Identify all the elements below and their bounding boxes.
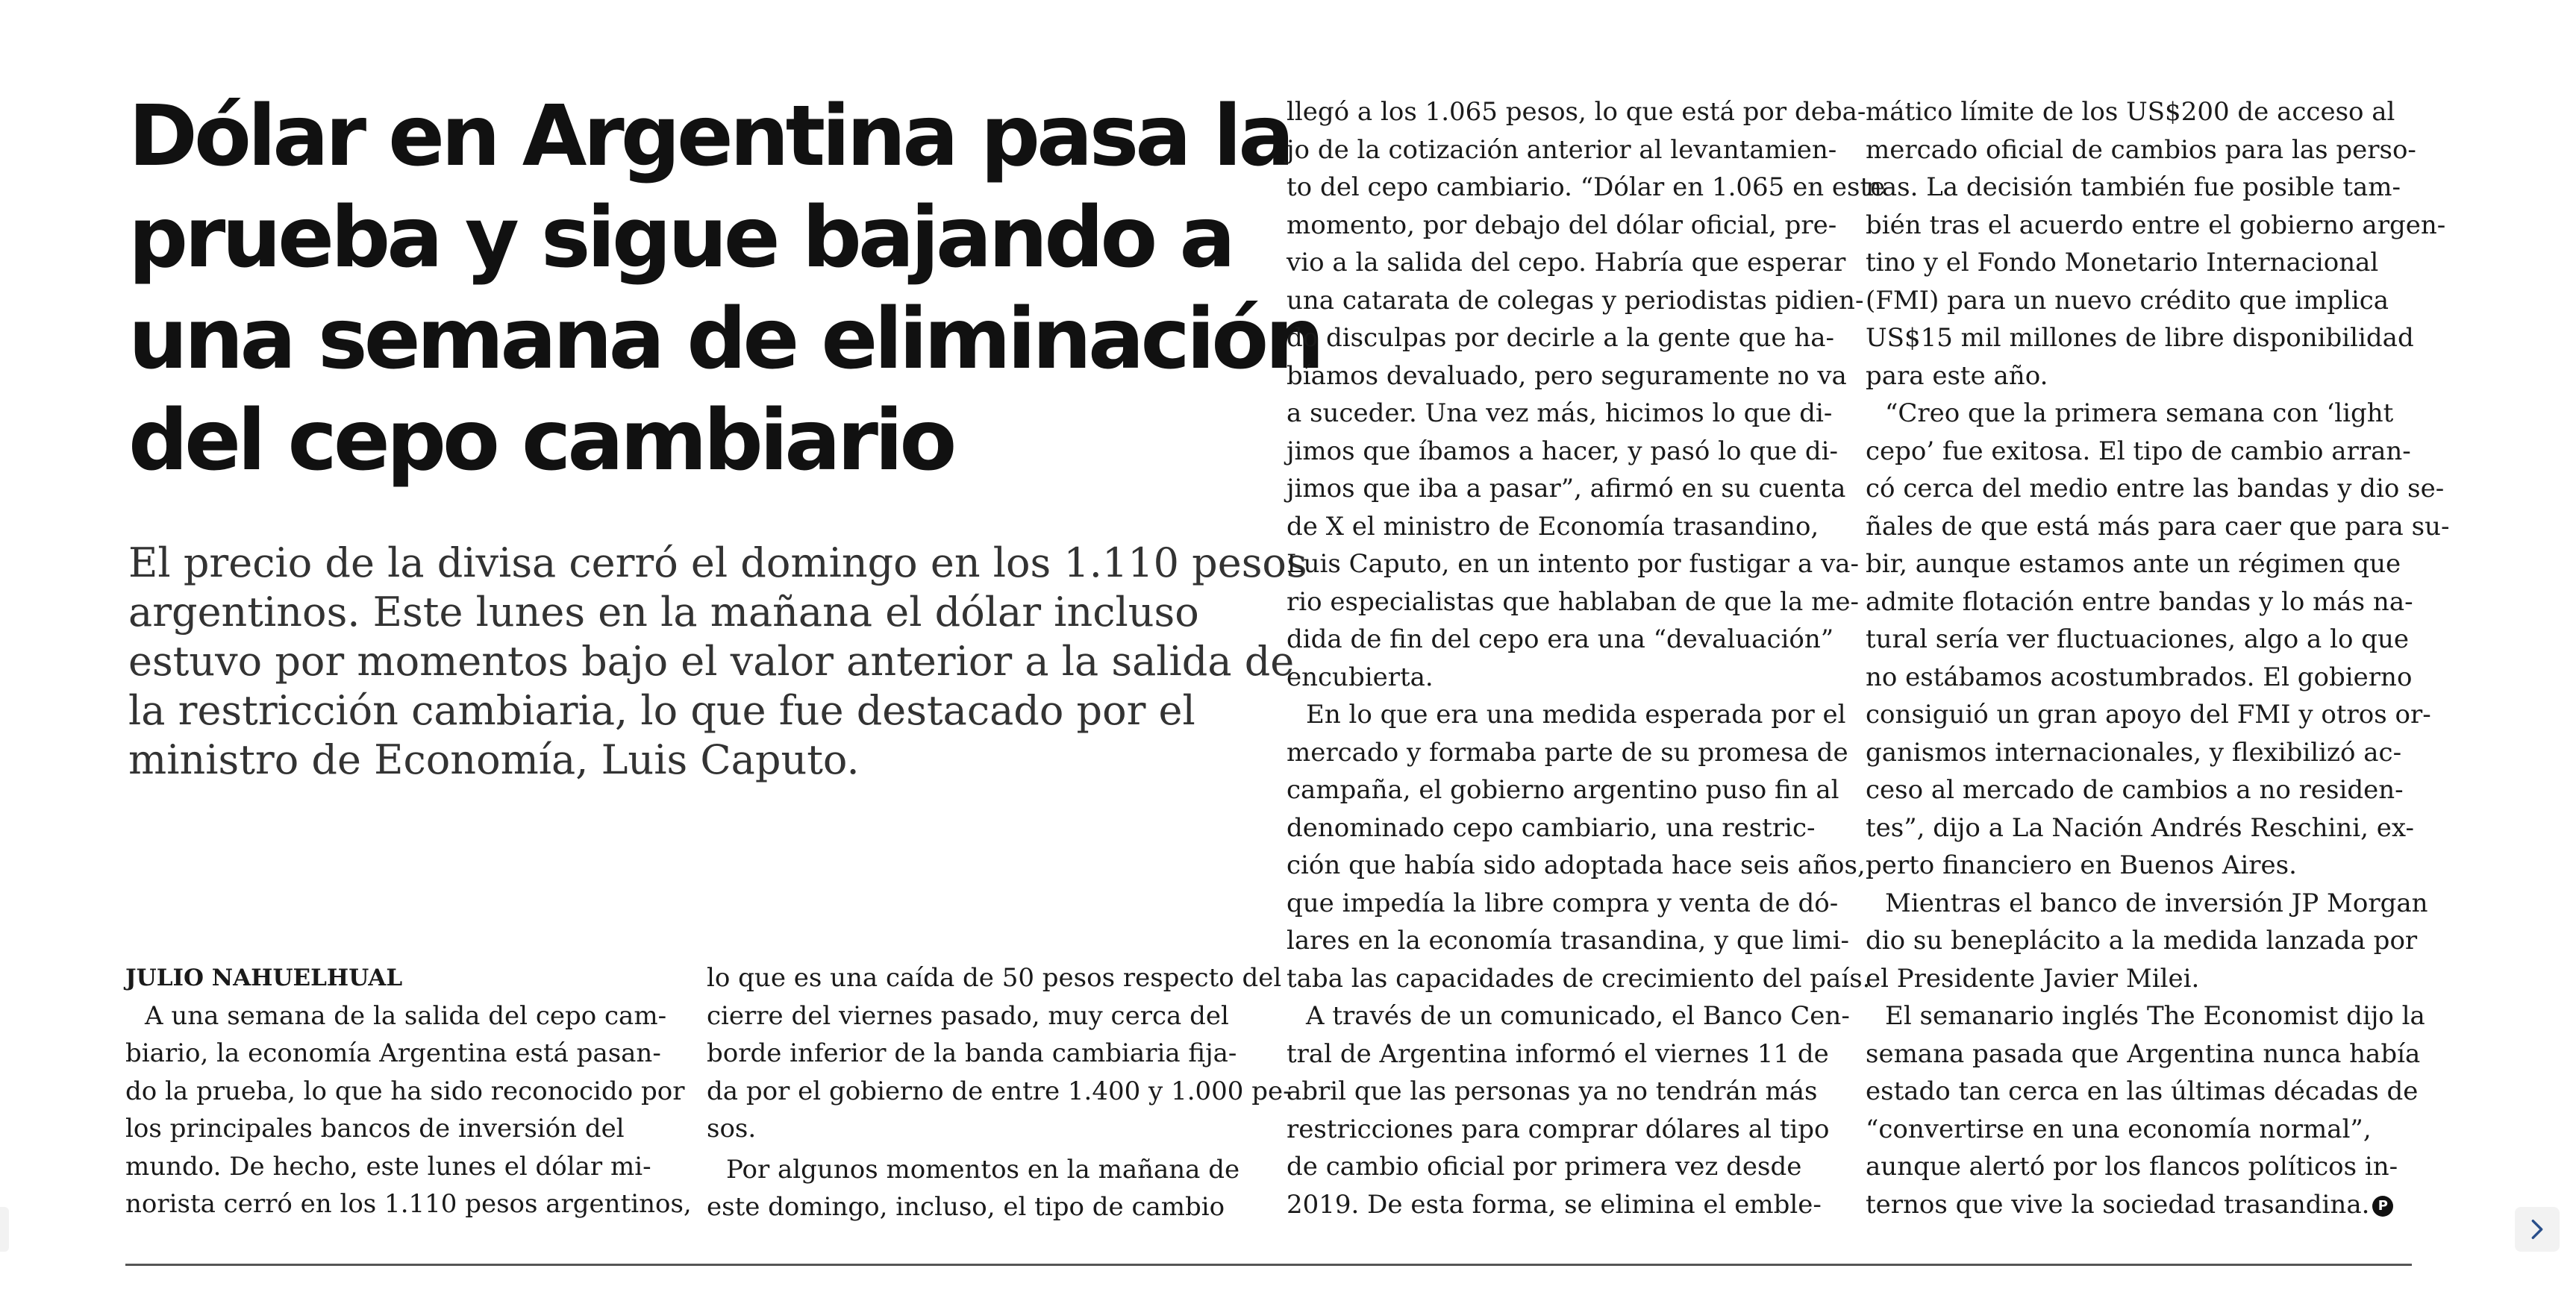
text-line: tino y el Fondo Monetario Internacional [1866, 248, 2379, 277]
text-line: ganismos internacionales, y flexibilizó ac- [1866, 737, 2402, 768]
last-text-line [1866, 1186, 2414, 1224]
text-line: mático límite de los US$200 de acceso al [1866, 97, 2395, 127]
text-line: mundo. De hecho, este lunes el dólar mi- [125, 1151, 651, 1182]
article-column-1 [125, 959, 692, 1223]
deck-line: argentinos. Este lunes en la mañana el dólar incluso [128, 589, 1199, 636]
text-line: aunque alertó por los flancos políticos in- [1866, 1152, 2398, 1182]
text-line: no estábamos acostumbrados. El gobierno [1866, 662, 2413, 692]
text-line: “Creo que la primera semana con ‘light [1885, 398, 2394, 428]
text-line: da por el gobierno de entre 1.400 y 1.000 pe- [707, 1076, 1292, 1106]
text-line: En lo que era una medida esperada por el [1306, 700, 1846, 730]
text-line: el Presidente Javier Milei. [1866, 963, 2200, 994]
text-line: A través de un comunicado, el Banco Cen- [1306, 1001, 1850, 1031]
text-line: to del cepo cambiario. “Dólar en 1.065 en este [1287, 172, 1886, 202]
text-line: jimos que iba a pasar”, afirmó en su cuenta [1287, 474, 1846, 504]
text-line: cepo’ fue exitosa. El tipo de cambio arran- [1866, 436, 2411, 466]
text-line: taba las capacidades de crecimiento del país. [1287, 963, 1871, 994]
article-column-4 [1866, 93, 2450, 1223]
text-line: mercado oficial de cambios para las perso- [1866, 134, 2416, 165]
text-line: restricciones para comprar dólares al tipo [1287, 1114, 1830, 1144]
text-line: semana pasada que Argentina nunca había [1866, 1038, 2421, 1069]
text-line: norista cerró en los 1.110 pesos argentinos, [125, 1189, 692, 1219]
deck-line: la restricción cambiaria, lo que fue destacado por el [128, 687, 1195, 734]
headline-line: prueba y sigue bajando a [128, 189, 1232, 286]
previous-page-edge[interactable] [0, 1207, 9, 1252]
text-line: nas. La decisión también fue posible tam- [1866, 172, 2401, 202]
headline-line: una semana de eliminación [128, 291, 1321, 388]
text-line: 2019. De esta forma, se elimina el emble- [1287, 1189, 1822, 1220]
text-line: bién tras el acuerdo entre el gobierno argen- [1866, 210, 2446, 240]
deck-line: El precio de la divisa cerró el domingo en los 1.110 pesos [128, 539, 1307, 586]
deck-line: estuvo por momentos bajo el valor anterior a la salida de [128, 638, 1295, 685]
text-line: jimos que íbamos a hacer, y pasó lo que di- [1287, 436, 1839, 466]
text-line: estado tan cerca en las últimas décadas de [1866, 1076, 2419, 1106]
text-line: A una semana de la salida del cepo cam- [145, 1000, 667, 1031]
text-line: llegó a los 1.065 pesos, lo que está por deba- [1287, 97, 1866, 127]
text-line: denominado cepo cambiario, una restric- [1287, 812, 1816, 843]
text-line: perto financiero en Buenos Aires. [1866, 850, 2297, 880]
text-line: vio a la salida del cepo. Habría que esperar [1287, 248, 1846, 277]
text-line: US$15 mil millones de libre disponibilidad [1866, 323, 2414, 353]
text-line: jo de la cotización anterior al levantamien- [1287, 134, 1837, 165]
text-line: una catarata de colegas y periodistas pidien- [1287, 285, 1864, 316]
text-line: Mientras el banco de inversión JP Morgan [1885, 888, 2428, 918]
text-line: encubierta. [1287, 662, 1434, 692]
text-line: bir, aunque estamos ante un régimen que [1866, 549, 2401, 579]
headline-line: del cepo cambiario [128, 392, 954, 489]
bottom-divider [125, 1264, 2412, 1266]
text-line: tes”, dijo a La Nación Andrés Reschini, ex- [1866, 812, 2414, 843]
text-line: este domingo, incluso, el tipo de cambio [707, 1192, 1225, 1222]
article-column-3 [1287, 93, 1886, 1223]
text-line: de X el ministro de Economía trasandino, [1287, 511, 1819, 542]
deck-summary [128, 539, 1307, 785]
text-line: ceso al mercado de cambios a no residen- [1866, 775, 2404, 805]
text-line: borde inferior de la banda cambiaria fija- [707, 1038, 1237, 1068]
deck-line: ministro de Economía, Luis Caputo. [128, 736, 860, 783]
text-line: ción que había sido adoptada hace seis años, [1287, 850, 1866, 880]
text-line: do disculpas por decirle a la gente que ha- [1287, 323, 1835, 353]
text-line: cierre del viernes pasado, muy cerca del [707, 1000, 1229, 1031]
text-line: los principales bancos de inversión del [125, 1114, 625, 1144]
end-of-article-icon: P [2372, 1196, 2393, 1217]
text-line: sos. [707, 1114, 757, 1144]
text-line: ñales de que está más para caer que para su- [1866, 511, 2450, 542]
next-page-button[interactable] [2515, 1207, 2560, 1252]
text-line: do la prueba, lo que ha sido reconocido por [125, 1076, 685, 1106]
text-line: abril que las personas ya no tendrán más [1287, 1076, 1818, 1106]
text-line: ternos que vive la sociedad trasandina. [1866, 1189, 2370, 1220]
text-line: El semanario inglés The Economist dijo la [1885, 1001, 2425, 1031]
text-line: lo que es una caída de 50 pesos respecto del [707, 963, 1282, 993]
text-line: có cerca del medio entre las bandas y dio se- [1866, 474, 2445, 504]
headline [128, 86, 1321, 492]
text-line: de cambio oficial por primera vez desde [1287, 1152, 1802, 1182]
text-line: campaña, el gobierno argentino puso fin al [1287, 775, 1839, 805]
text-line: que impedía la libre compra y venta de dó- [1287, 888, 1839, 918]
text-line: mercado y formaba parte de su promesa de [1287, 737, 1848, 768]
text-line: a suceder. Una vez más, hicimos lo que di- [1287, 398, 1833, 428]
byline: JULIO NAHUELHUAL [125, 965, 403, 991]
article-column-2 [707, 959, 1292, 1226]
text-line: tral de Argentina informó el viernes 11 de [1287, 1038, 1829, 1069]
text-line: Luis Caputo, en un intento por fustigar a va- [1287, 549, 1860, 579]
text-line: (FMI) para un nuevo crédito que implica [1866, 285, 2389, 316]
text-line: tural sería ver fluctuaciones, algo a lo que [1866, 624, 2410, 654]
text-line: rio especialistas que hablaban de que la me- [1287, 586, 1859, 617]
text-line: consiguió un gran apoyo del FMI y otros or- [1866, 700, 2431, 730]
headline-line: Dólar en Argentina pasa la [128, 88, 1291, 185]
text-line: para este año. [1866, 360, 2048, 391]
text-line: Por algunos momentos en la mañana de [726, 1154, 1240, 1185]
chevron-right-icon [2525, 1217, 2550, 1242]
text-line: lares en la economía trasandina, y que limi- [1287, 926, 1849, 956]
text-line: admite flotación entre bandas y lo más na- [1866, 586, 2413, 617]
text-line: bíamos devaluado, pero seguramente no va [1287, 360, 1847, 391]
text-line: momento, por debajo del dólar oficial, pre- [1287, 210, 1837, 240]
text-line: dio su beneplácito a la medida lanzada por [1866, 926, 2418, 956]
text-line: dida de fin del cepo era una “devaluación” [1287, 624, 1834, 654]
text-line: “convertirse en una economía normal”, [1866, 1114, 2372, 1144]
text-line: biario, la economía Argentina está pasan- [125, 1038, 661, 1068]
